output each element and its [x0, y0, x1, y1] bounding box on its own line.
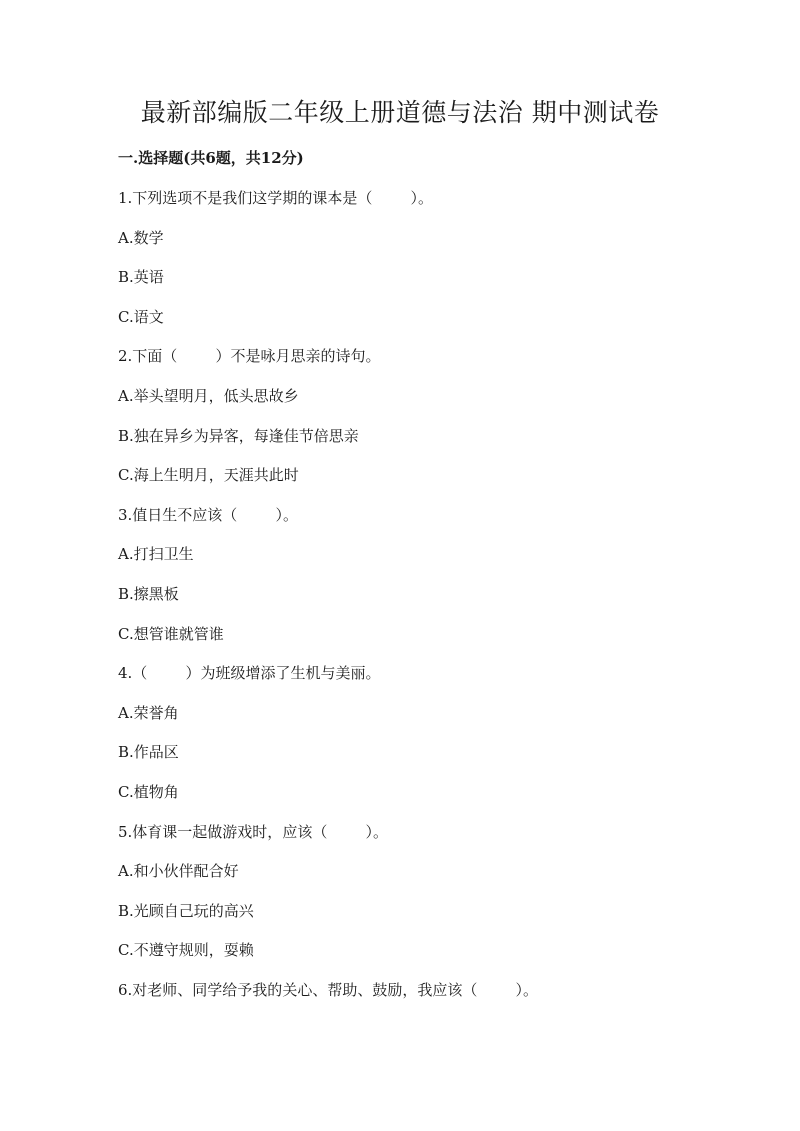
option-2a: A.举头望明月，低头思故乡 [118, 386, 299, 405]
option-1b: B.英语 [118, 268, 164, 287]
option-3b: B.擦黑板 [118, 584, 179, 603]
option-2c: C.海上生明月，天涯共此时 [118, 466, 299, 485]
option-3c: C.想管谁就管谁 [118, 624, 224, 643]
question-2: 2.下面（ ）不是咏月思亲的诗句。 [118, 347, 381, 366]
question-6: 6.对老师、同学给予我的关心、帮助、鼓励，我应该（ ）。 [118, 980, 538, 999]
option-5a: A.和小伙伴配合好 [118, 862, 239, 881]
option-2b: B.独在异乡为异客，每逢佳节倍思亲 [118, 426, 359, 445]
option-4a: A.荣誉角 [118, 703, 179, 722]
option-4c: C.植物角 [118, 782, 179, 801]
question-1: 1.下列选项不是我们这学期的课本是（ ）。 [118, 189, 433, 207]
option-5b: B.光顾自己玩的高兴 [118, 901, 254, 920]
option-5c: C.不遵守规则，耍赖 [118, 941, 254, 960]
page-title: 最新部编版二年级上册道德与法治 期中测试卷 [140, 98, 660, 127]
question-5: 5.体育课一起做游戏时，应该（ ）。 [118, 822, 388, 841]
question-list [118, 187, 538, 1018]
option-1a: A.数学 [118, 228, 164, 247]
option-1c: C.语文 [118, 307, 164, 326]
question-4: 4.（ ）为班级增添了生机与美丽。 [118, 664, 381, 683]
option-4b: B.作品区 [118, 743, 179, 762]
option-3a: A.打扫卫生 [118, 545, 194, 564]
question-3: 3.值日生不应该（ ）。 [118, 505, 298, 524]
section-heading: 一.选择题(共6题，共12分) [118, 149, 304, 167]
